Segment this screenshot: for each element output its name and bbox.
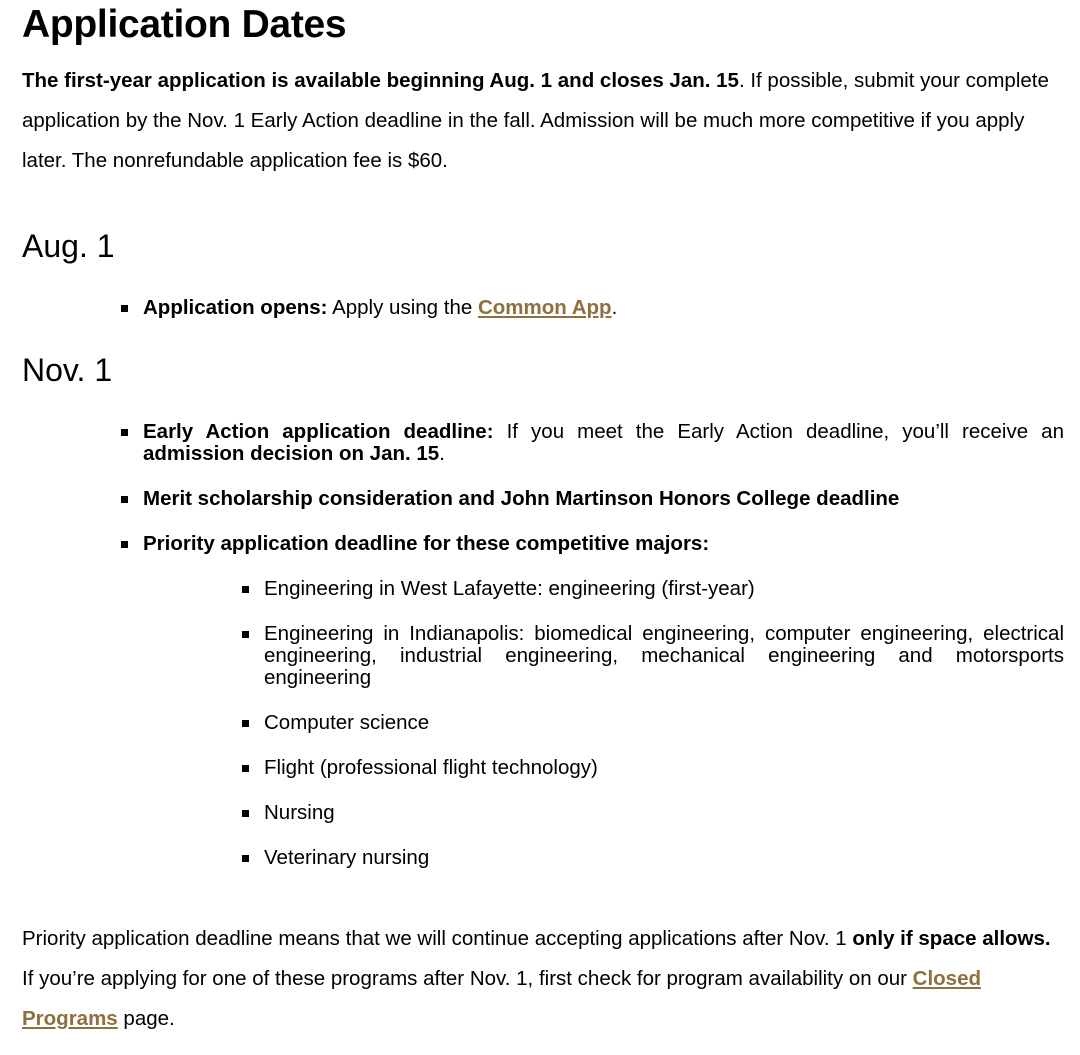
bullet-square-icon	[242, 586, 249, 593]
major-item	[242, 623, 1064, 689]
priority-deadline-note	[22, 919, 1064, 1039]
major-label: Nursing	[264, 801, 335, 824]
application-opens-text: Apply using the	[327, 296, 478, 319]
closed-programs-link[interactable]: Closed Programs	[22, 967, 982, 1030]
bullet-square-icon	[242, 810, 249, 817]
note-bold-text: only if space allows.	[852, 927, 1051, 950]
list-item-merit-scholarship	[121, 488, 1064, 510]
bullet-square-icon	[121, 305, 128, 312]
bullet-square-icon	[121, 541, 128, 548]
page-title: Application Dates	[22, 3, 347, 46]
nov-1-list	[121, 421, 1064, 869]
major-label: Computer science	[264, 711, 430, 734]
early-action-label: Early Action application deadline:	[143, 420, 494, 443]
aug-1-list	[121, 297, 1064, 319]
note-text-after: page.	[117, 1007, 175, 1030]
bullet-square-icon	[121, 429, 128, 436]
bullet-square-icon	[242, 720, 249, 727]
note-text-2: If you’re applying for one of these programs after Nov. 1, first check for program availability on our	[22, 967, 913, 990]
application-opens-period: .	[611, 296, 618, 319]
major-item	[242, 712, 1064, 734]
list-item-priority-deadline	[121, 533, 1064, 869]
merit-scholarship-label: Merit scholarship consideration and John Martinson Honors College deadline	[143, 487, 900, 510]
intro-text: . If possible, submit your complete application by the Nov. 1 Early Action deadline in the fall. Admission will be much more competitive if you apply later. The nonrefundable application fee is $60.	[22, 69, 1049, 172]
intro-bold-text: The first-year application is available beginning Aug. 1 and closes Jan. 15	[22, 69, 739, 92]
bullet-square-icon	[242, 855, 249, 862]
list-item-early-action	[121, 421, 1064, 465]
list-item-application-opens	[121, 297, 1064, 319]
major-label: Flight (professional flight technology)	[264, 756, 598, 779]
major-item	[242, 578, 1064, 600]
intro-paragraph	[22, 61, 1064, 181]
major-item	[242, 757, 1064, 779]
bullet-square-icon	[242, 765, 249, 772]
major-label: Engineering in Indianapolis: biomedical engineering, computer engineering, electrical engineering, industrial engineering, mechanical engineering and motorsports engineering	[264, 622, 1064, 689]
nov-1-heading: Nov. 1	[22, 352, 113, 388]
note-text-1: Priority application deadline means that we will continue accepting applications after Nov. 1	[22, 927, 853, 950]
bullet-square-icon	[121, 496, 128, 503]
priority-deadline-label: Priority application deadline for these competitive majors:	[143, 532, 710, 555]
early-action-decision: admission decision on Jan. 15	[143, 442, 440, 465]
major-label: Veterinary nursing	[264, 846, 430, 869]
major-item	[242, 847, 1064, 869]
major-label: Engineering in West Lafayette: engineering (first-year)	[264, 577, 755, 600]
aug-1-heading: Aug. 1	[22, 228, 115, 264]
application-opens-label: Application opens:	[143, 296, 328, 319]
early-action-text: If you meet the Early Action deadline, you’ll receive an	[493, 420, 1064, 443]
competitive-majors-list	[242, 578, 1064, 869]
bullet-square-icon	[242, 631, 249, 638]
major-item	[242, 802, 1064, 824]
common-app-link[interactable]: Common App	[477, 296, 612, 319]
early-action-period: .	[439, 442, 445, 465]
